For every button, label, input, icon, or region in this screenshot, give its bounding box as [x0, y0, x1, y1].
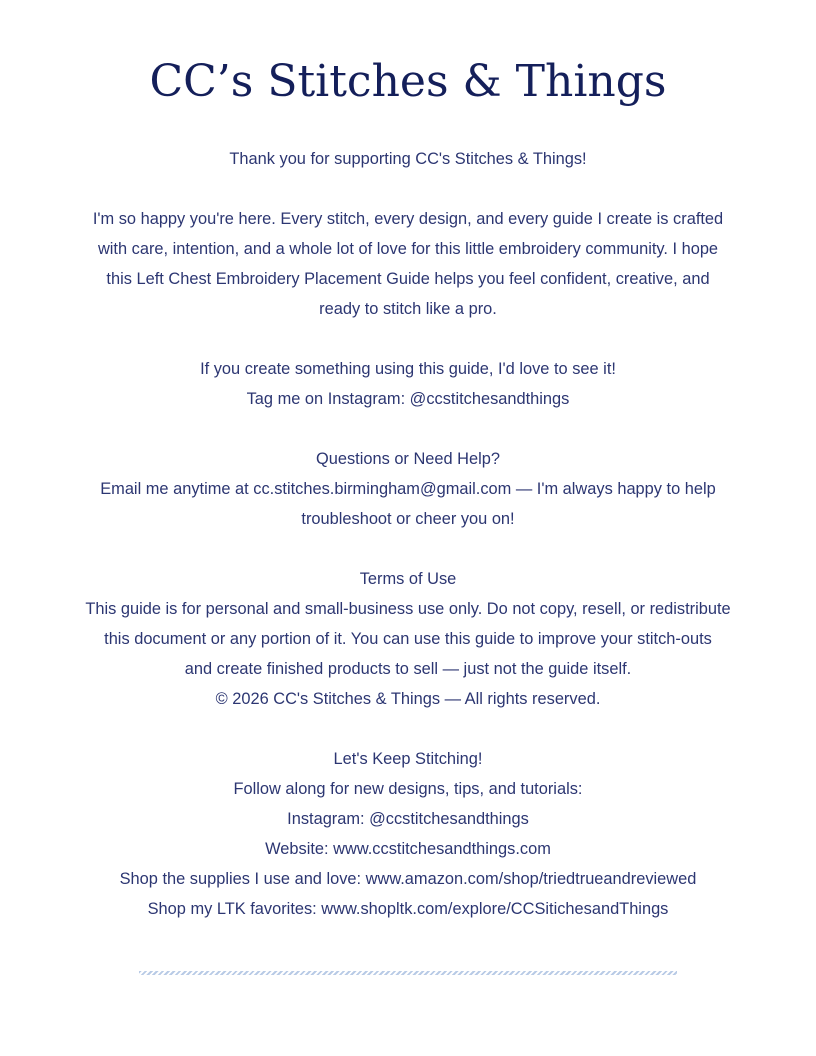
- help-heading: Questions or Need Help?: [315, 450, 501, 468]
- share-line: If you create something using this guide, I'd love to see it!: [200, 360, 616, 378]
- thanks-line: Thank you for supporting CC's Stitches & Things!: [229, 150, 587, 168]
- spacer: [56, 174, 760, 204]
- help-section: [56, 444, 760, 534]
- stitching-heading: Let's Keep Stitching!: [333, 750, 483, 768]
- stitching-section: [56, 744, 760, 924]
- spacer: [56, 414, 760, 444]
- follow-line: Follow along for new designs, tips, and tutorials:: [233, 780, 583, 798]
- intro-line: ready to stitch like a pro.: [319, 300, 497, 318]
- page-title: CC’s Stitches & Things: [149, 56, 667, 107]
- intro-line: with care, intention, and a whole lot of love for this little embroidery community. I hope: [97, 240, 719, 258]
- website-link[interactable]: Website: www.ccstitchesandthings.com: [265, 840, 551, 858]
- spacer: [56, 534, 760, 564]
- spacer: [56, 714, 760, 744]
- amazon-shop-link[interactable]: Shop the supplies I use and love: www.amazon.com/shop/triedtrueandreviewed: [119, 870, 697, 888]
- help-line: troubleshoot or cheer you on!: [301, 510, 515, 528]
- email-line[interactable]: Email me anytime at cc.stitches.birmingham@gmail.com — I'm always happy to help: [100, 480, 716, 498]
- terms-line: and create finished products to sell — just not the guide itself.: [184, 660, 632, 678]
- spacer: [56, 324, 760, 354]
- terms-heading: Terms of Use: [359, 570, 457, 588]
- intro-line: I'm so happy you're here. Every stitch, every design, and every guide I create is crafted: [92, 210, 724, 228]
- ltk-shop-link[interactable]: Shop my LTK favorites: www.shopltk.com/explore/CCSitichesandThings: [147, 900, 669, 918]
- terms-section: [56, 564, 760, 714]
- instagram-link[interactable]: Instagram: @ccstitchesandthings: [287, 810, 529, 828]
- terms-line: this document or any portion of it. You can use this guide to improve your stitch-outs: [104, 630, 712, 648]
- intro-line: this Left Chest Embroidery Placement Guide helps you feel confident, creative, and: [106, 270, 710, 288]
- stitched-divider: [139, 971, 677, 975]
- copyright-line: © 2026 CC's Stitches & Things — All rights reserved.: [215, 690, 601, 708]
- thank-you-body: [56, 144, 760, 924]
- instagram-tag-line[interactable]: Tag me on Instagram: @ccstitchesandthings: [246, 390, 570, 408]
- share-section: [56, 354, 760, 414]
- terms-line: This guide is for personal and small-business use only. Do not copy, resell, or redistribute: [85, 600, 731, 618]
- intro-paragraph: [56, 204, 760, 324]
